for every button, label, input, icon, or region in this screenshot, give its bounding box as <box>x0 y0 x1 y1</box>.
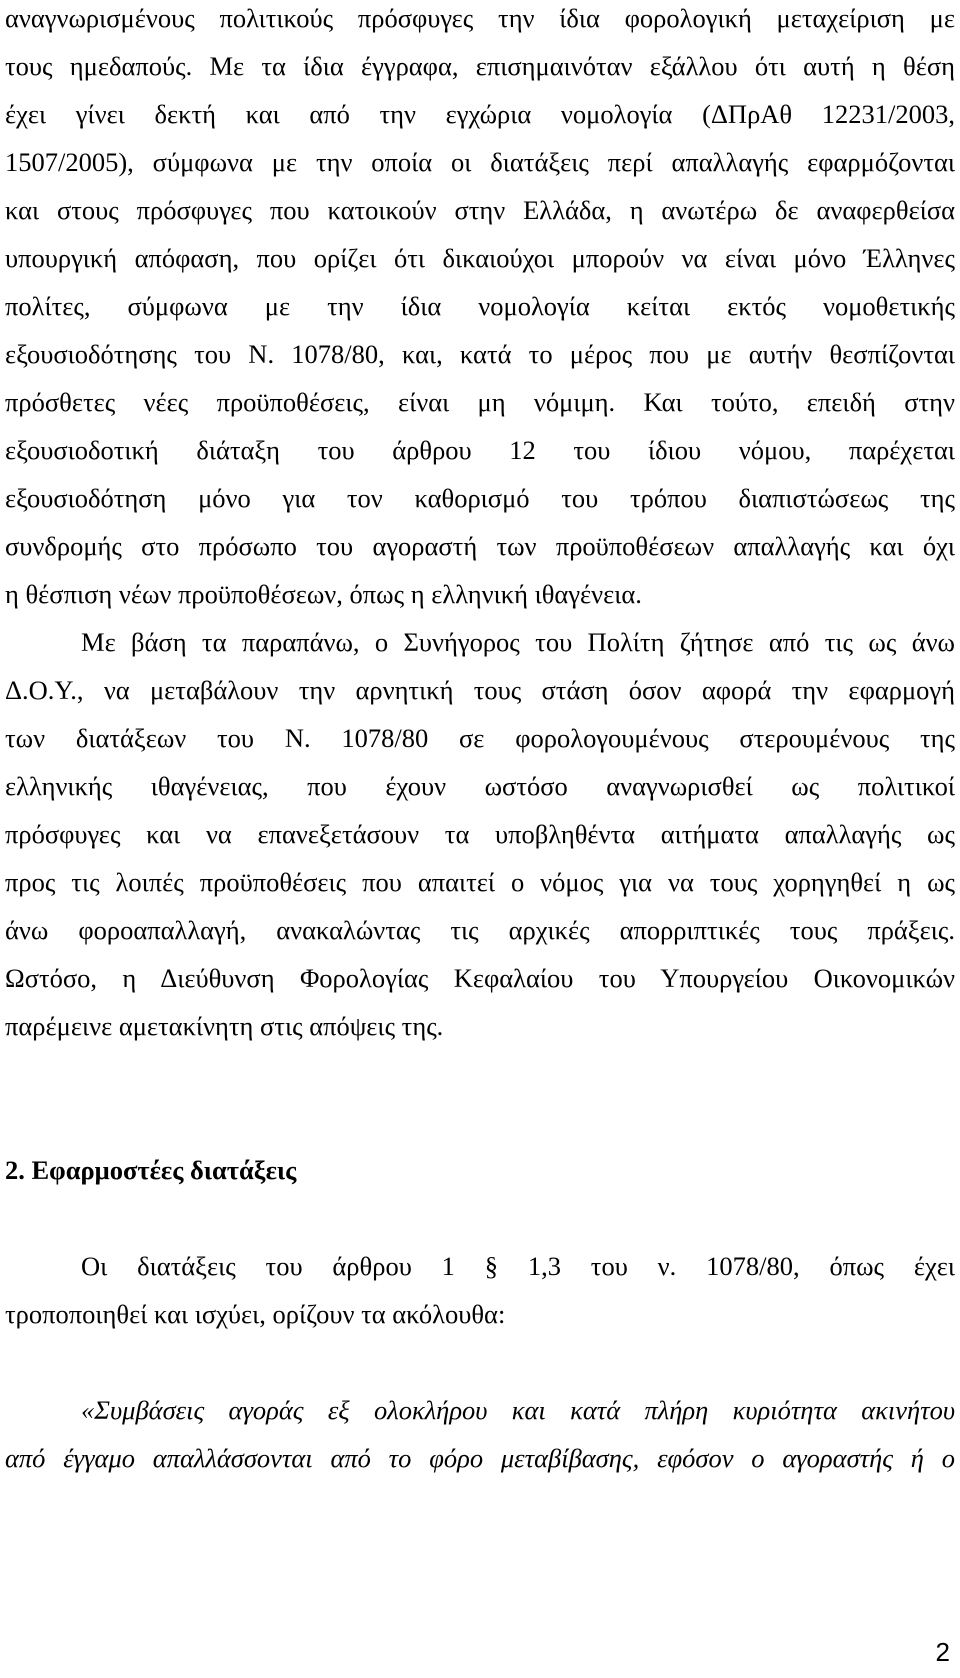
paragraph-line: ελληνικής ιθαγένειας, που έχουν ωστόσο αναγνωρισθεί ως πολιτικοί <box>5 771 955 801</box>
paragraph-line: Δ.Ο.Υ., να μεταβάλουν την αρνητική τους στάση όσον αφορά την εφαρμογή <box>5 675 955 705</box>
paragraph-line: υπουργική απόφαση, που ορίζει ότι δικαιούχοι μπορούν να είναι μόνο Έλληνες <box>5 243 955 273</box>
paragraph-line: Ωστόσο, η Διεύθυνση Φορολογίας Κεφαλαίου του Υπουργείου Οικονομικών <box>5 963 955 993</box>
quote-line: από έγγαμο απαλλάσσονται από το φόρο μεταβίβασης, εφόσον ο αγοραστής ή ο <box>5 1443 955 1473</box>
paragraph-first-line: Οι διατάξεις του άρθρου 1 § 1,3 του ν. 1078/80, όπως έχει <box>81 1251 955 1281</box>
paragraph-line: η θέσπιση νέων προϋποθέσεων, όπως η ελληνική ιθαγένεια. <box>5 579 642 609</box>
paragraph-line: εξουσιοδότηση μόνο για τον καθορισμό του τρόπου διαπιστώσεως της <box>5 483 955 513</box>
section-heading: 2. Εφαρμοστέες διατάξεις <box>5 1155 297 1185</box>
paragraph-line: και στους πρόσφυγες που κατοικούν στην Ελλάδα, η ανωτέρω δε αναφερθείσα <box>5 195 955 225</box>
paragraph-line: εξουσιοδοτική διάταξη του άρθρου 12 του ίδιου νόμου, παρέχεται <box>5 435 955 465</box>
quote-first-line: «Συμβάσεις αγοράς εξ ολοκλήρου και κατά πλήρη κυριότητα ακινήτου <box>81 1395 955 1425</box>
paragraph-line: άνω φοροαπαλλαγή, ανακαλώντας τις αρχικές απορριπτικές τους πράξεις. <box>5 915 955 945</box>
paragraph-line: τροποποιηθεί και ισχύει, ορίζουν τα ακόλουθα: <box>5 1299 506 1329</box>
paragraph-line: παρέμεινε αμετακίνητη στις απόψεις της. <box>5 1011 444 1041</box>
page-number: 2 <box>935 1637 950 1667</box>
paragraph-first-line: Με βάση τα παραπάνω, ο Συνήγορος του Πολίτη ζήτησε από τις ως άνω <box>81 627 955 657</box>
paragraph-line: των διατάξεων του Ν. 1078/80 σε φορολογουμένους στερουμένους της <box>5 723 955 753</box>
paragraph-line: συνδρομής στο πρόσωπο του αγοραστή των προϋποθέσεων απαλλαγής και όχι <box>5 531 955 561</box>
paragraph-line: αναγνωρισμένους πολιτικούς πρόσφυγες την ίδια φορολογική μεταχείριση με <box>5 3 955 33</box>
paragraph-line: 1507/2005), σύμφωνα με την οποία οι διατάξεις περί απαλλαγής εφαρμόζονται <box>5 147 955 177</box>
paragraph-line: πρόσθετες νέες προϋποθέσεις, είναι μη νόμιμη. Και τούτο, επειδή στην <box>5 387 955 417</box>
paragraph-line: προς τις λοιπές προϋποθέσεις που απαιτεί ο νόμος για να τους χορηγηθεί η ως <box>5 867 955 897</box>
paragraph-line: πολίτες, σύμφωνα με την ίδια νομολογία κείται εκτός νομοθετικής <box>5 291 955 321</box>
paragraph-line: τους ημεδαπούς. Με τα ίδια έγγραφα, επισημαινόταν εξάλλου ότι αυτή η θέση <box>5 51 955 81</box>
paragraph-line: πρόσφυγες και να επανεξετάσουν τα υποβληθέντα αιτήματα απαλλαγής ως <box>5 819 955 849</box>
paragraph-line: εξουσιοδότησης του Ν. 1078/80, και, κατά το μέρος που με αυτήν θεσπίζονται <box>5 339 955 369</box>
paragraph-line: έχει γίνει δεκτή και από την εγχώρια νομολογία (ΔΠρΑθ 12231/2003, <box>5 99 955 129</box>
